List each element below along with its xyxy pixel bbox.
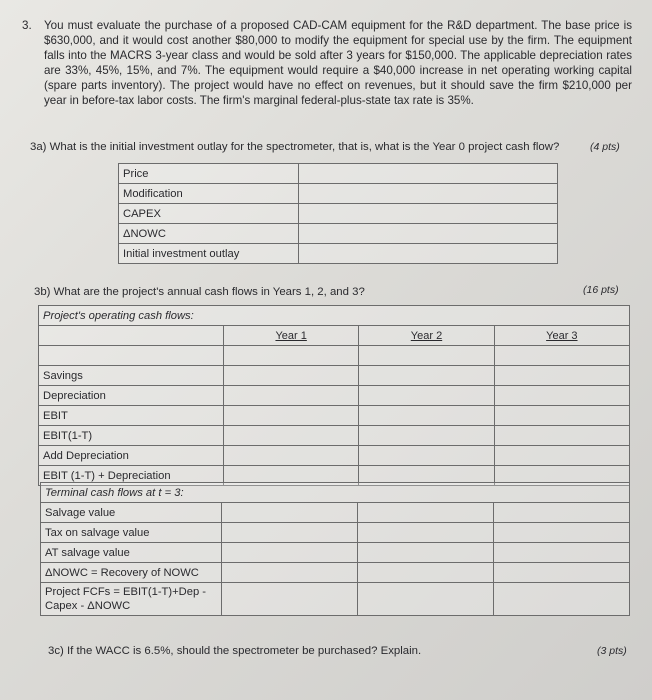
answer-cell[interactable] — [222, 523, 358, 543]
problem-text: You must evaluate the purchase of a proposed CAD-CAM equipment for the R&D department. The base price is $630,000, and it would cost another $80,000 to modify the equipment for special use by the firm. The equipment falls into the MACRS 3-year class and would be sold after 3 years for $150,000. The applicable depreciation rates are 33%, 45%, 15%, and 7%. The equipment would require a $40,000 increase in net operating working capital (spare parts inventory). The project would have no effect on revenues, but it should save the firm $210,000 per year in before-tax labor costs. The firm's marginal federal-plus-state tax rate is 35%. — [44, 19, 632, 107]
answer-cell[interactable] — [494, 446, 629, 466]
answer-cell[interactable] — [222, 563, 358, 583]
row-label: AT salvage value — [41, 543, 222, 563]
row-label: Price — [119, 164, 299, 184]
question-3b-points: (16 pts) — [583, 284, 619, 296]
table-row — [41, 543, 630, 563]
answer-cell[interactable] — [494, 503, 630, 523]
table-row — [41, 563, 630, 583]
question-3b: 3b) What are the project's annual cash flows in Years 1, 2, and 3? — [34, 286, 365, 298]
table-row — [41, 523, 630, 543]
table-title-row — [41, 483, 630, 503]
row-label: Modification — [119, 184, 299, 204]
terminal-cash-flow-table — [40, 482, 630, 616]
question-3c-points: (3 pts) — [597, 645, 627, 657]
answer-cell[interactable] — [494, 386, 629, 406]
answer-cell[interactable] — [358, 583, 494, 616]
answer-cell[interactable] — [299, 204, 558, 224]
answer-cell[interactable] — [494, 426, 629, 446]
answer-cell[interactable] — [222, 503, 358, 523]
table-row — [119, 184, 558, 204]
problem-statement — [22, 18, 632, 108]
row-label: ΔNOWC = Recovery of NOWC — [41, 563, 222, 583]
answer-cell[interactable] — [358, 503, 494, 523]
table-row — [119, 204, 558, 224]
table-row — [39, 406, 630, 426]
row-label: Add Depreciation — [39, 446, 224, 466]
row-label: Savings — [39, 366, 224, 386]
year-2-header: Year 2 — [359, 326, 494, 346]
table-title-row — [39, 306, 630, 326]
table-row — [39, 446, 630, 466]
answer-cell[interactable] — [299, 184, 558, 204]
answer-cell[interactable] — [299, 244, 558, 264]
answer-cell[interactable] — [224, 406, 359, 426]
answer-cell[interactable] — [359, 426, 494, 446]
answer-cell[interactable] — [222, 583, 358, 616]
answer-cell[interactable] — [224, 426, 359, 446]
year-1-header: Year 1 — [224, 326, 359, 346]
answer-cell[interactable] — [224, 386, 359, 406]
answer-cell[interactable] — [494, 523, 630, 543]
table-row — [39, 426, 630, 446]
answer-cell[interactable] — [299, 224, 558, 244]
answer-cell[interactable] — [494, 406, 629, 426]
table-row — [119, 164, 558, 184]
terminal-table-title: Terminal cash flows at t = 3: — [41, 483, 630, 503]
table-title: Project's operating cash flows: — [39, 306, 630, 326]
table-row — [119, 224, 558, 244]
row-label: EBIT(1-T) — [39, 426, 224, 446]
answer-cell[interactable] — [494, 366, 629, 386]
row-label: Tax on salvage value — [41, 523, 222, 543]
question-3c: 3c) If the WACC is 6.5%, should the spectrometer be purchased? Explain. — [48, 645, 422, 657]
table-row — [39, 366, 630, 386]
problem-number: 3. — [22, 19, 32, 32]
row-label: Initial investment outlay — [119, 244, 299, 264]
table-row — [41, 583, 630, 616]
row-label: EBIT — [39, 406, 224, 426]
row-label: EBIT (1-T) + Depreciation — [39, 466, 224, 486]
question-3a-points: (4 pts) — [590, 141, 620, 153]
initial-outlay-table — [118, 163, 558, 264]
answer-cell[interactable] — [358, 523, 494, 543]
answer-cell[interactable] — [358, 563, 494, 583]
answer-cell[interactable] — [494, 543, 630, 563]
year-3-header: Year 3 — [494, 326, 629, 346]
row-label: ΔNOWC — [119, 224, 299, 244]
question-3a: 3a) What is the initial investment outlay for the spectrometer, that is, what is the Year 0 project cash flow? — [30, 141, 560, 153]
answer-cell[interactable] — [494, 583, 630, 616]
answer-cell[interactable] — [359, 446, 494, 466]
answer-cell[interactable] — [494, 563, 630, 583]
row-label: Salvage value — [41, 503, 222, 523]
answer-cell[interactable] — [222, 543, 358, 563]
year-header-row — [39, 326, 630, 346]
table-row — [39, 386, 630, 406]
answer-cell[interactable] — [224, 446, 359, 466]
answer-cell[interactable] — [224, 366, 359, 386]
table-row — [41, 503, 630, 523]
row-label: CAPEX — [119, 204, 299, 224]
row-label: Depreciation — [39, 386, 224, 406]
answer-cell[interactable] — [359, 366, 494, 386]
operating-cash-flow-table — [38, 305, 630, 486]
answer-cell[interactable] — [299, 164, 558, 184]
table-row — [119, 244, 558, 264]
answer-cell[interactable] — [359, 406, 494, 426]
answer-cell[interactable] — [359, 386, 494, 406]
row-label: Project FCFs = EBIT(1-T)+Dep - Capex - ΔNOWC — [41, 583, 222, 616]
answer-cell[interactable] — [358, 543, 494, 563]
